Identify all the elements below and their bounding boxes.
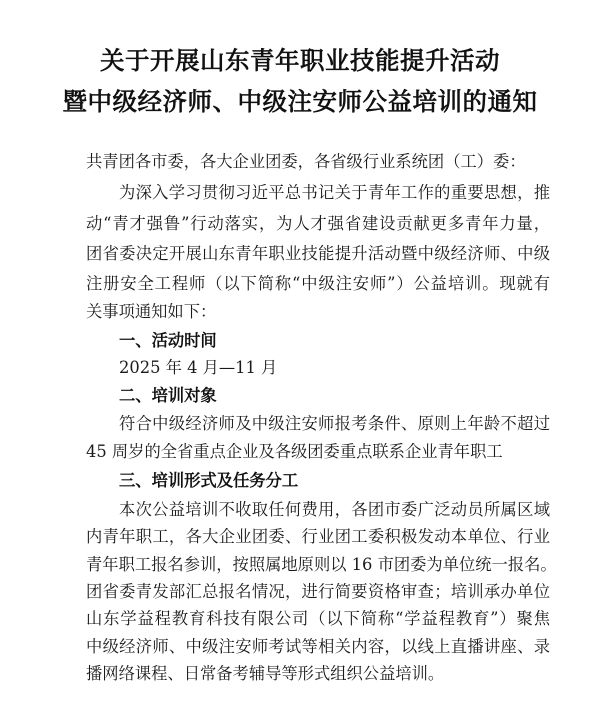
section-body-line: 播网络课程、日常备考辅导等形式组织公益培训。 (86, 664, 445, 683)
intro-line: 动“青才强鲁”行动落实，为人才强省建设贡献更多青年力量， (86, 214, 550, 233)
section-body-activity-time: 2025 年 4 月—11 月 (119, 358, 278, 377)
intro-line: 注册安全工程师（以下简称“中级注安师”）公益培训。现就有 (86, 274, 550, 293)
section-body-line: 内青年职工，各大企业团委、行业团工委积极发动本单位、行业 (86, 527, 550, 546)
section-heading-training-target: 二、培训对象 (119, 386, 217, 405)
section-body-line: 中级经济师、中级注安师考试等相关内容，以线上直播讲座、录 (86, 637, 550, 656)
intro-line: 为深入学习贯彻习近平总书记关于青年工作的重要思想，推 (119, 183, 550, 202)
section-body-line: 本次公益培训不收取任何费用，各团市委广泛动员所属区域 (119, 500, 550, 519)
section-body-line: 山东学益程教育科技有限公司（以下简称“学益程教育”）聚焦 (86, 609, 550, 628)
intro-line: 团省委决定开展山东青年职业技能提升活动暨中级经济师、中级 (86, 244, 550, 263)
section-body-line: 团省委青发部汇总报名情况，进行简要资格审查；培训承办单位 (86, 582, 550, 601)
document-title-line-1: 关于开展山东青年职业技能提升活动 (100, 46, 500, 75)
section-heading-training-format: 三、培训形式及任务分工 (119, 471, 299, 490)
salutation: 共青团各市委，各大企业团委，各省级行业系统团（工）委： (86, 152, 526, 171)
section-body-line: 青年职工报名参训，按照属地原则以 16 市团委为单位统一报名。 (86, 555, 557, 574)
intro-line: 关事项通知如下： (86, 302, 217, 321)
section-body-line: 45 周岁的全省重点企业及各级团委重点联系企业青年职工 (86, 442, 503, 461)
section-body-line: 符合中级经济师及中级注安师报考条件、原则上年龄不超过 (119, 414, 550, 433)
section-heading-activity-time: 一、活动时间 (119, 331, 217, 350)
document-title-line-2: 暨中级经济师、中级注安师公益培训的通知 (62, 87, 538, 116)
